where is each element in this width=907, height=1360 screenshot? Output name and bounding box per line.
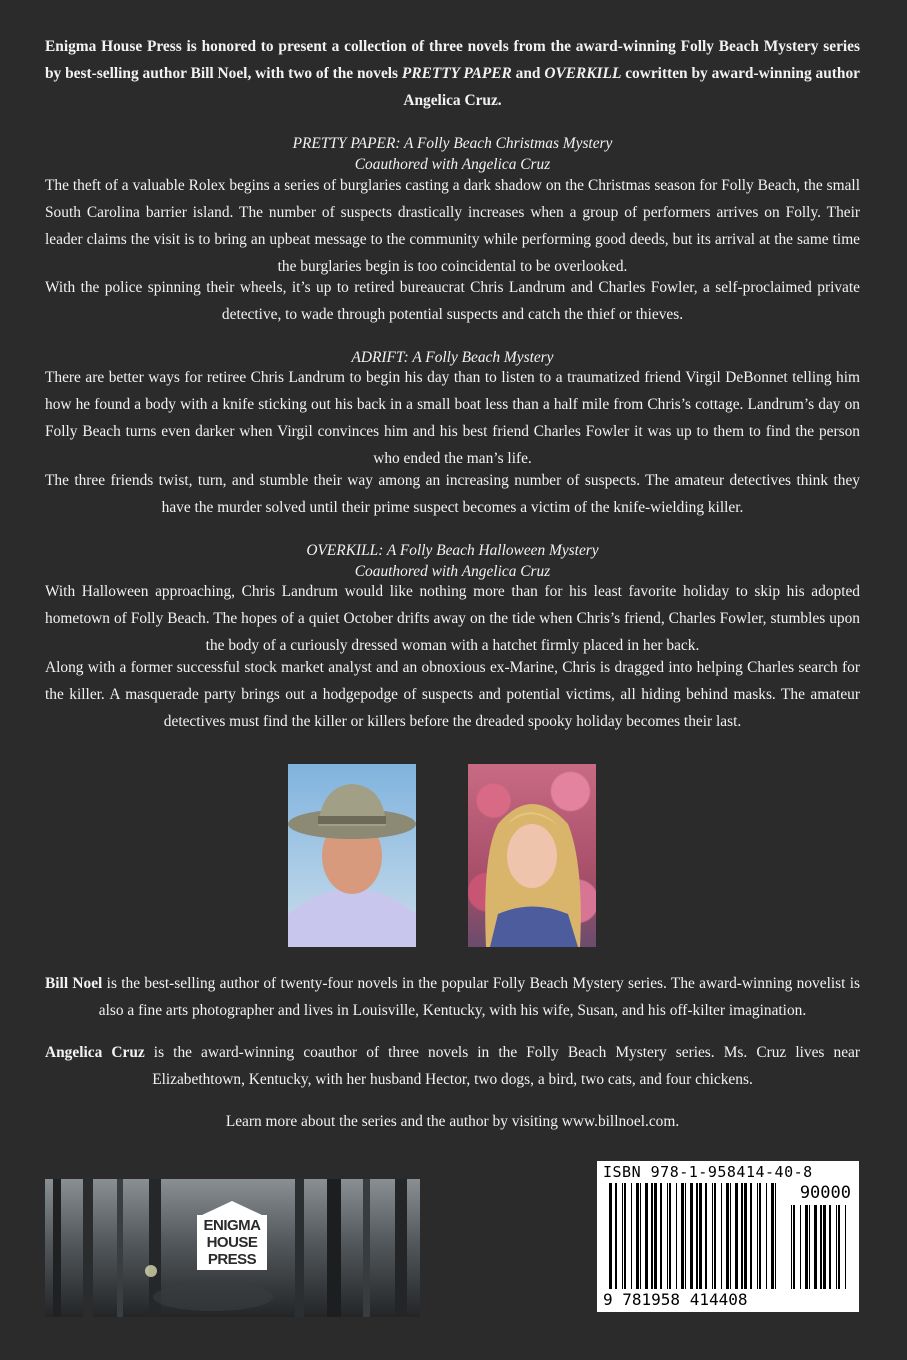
logo-text-press: PRESS bbox=[207, 1251, 257, 1268]
barcode-stripe bbox=[820, 1205, 822, 1289]
barcode-stripe bbox=[805, 1205, 808, 1289]
book1-paragraph1: The theft of a valuable Rolex begins a series of burglaries casting a dark shadow on the Christmas season for Folly Beach, the small South Carolina barrier island. The number of suspects drastically increases when a group of performers arrives on Folly. Their leader claims the visit is to bring an upbeat message to the community while performing good deeds, but its arrival at the same time the burglaries begin is too coincidental to be overlooked. bbox=[45, 177, 860, 275]
barcode-stripe bbox=[681, 1183, 684, 1289]
barcode-stripe bbox=[615, 1183, 617, 1289]
book3-paragraph1: With Halloween approaching, Chris Landrum would like nothing more than for his least favorite holiday to skip his adopted hometown of Folly Beach. The hopes of a quiet October drifts away on the tide when Chris’s friend, Charles Fowler, stumbles upon the body of a curiously dressed woman with a hatchet firmly placed in her back. bbox=[45, 583, 860, 654]
book3-heading: OVERKILL: A Folly Beach Halloween Mystery bbox=[306, 542, 599, 559]
book1-heading: PRETTY PAPER: A Folly Beach Christmas Mystery bbox=[292, 135, 613, 152]
barcode-stripe bbox=[836, 1205, 837, 1289]
book3-coauthor: Coauthored with Angelica Cruz bbox=[354, 563, 551, 580]
barcode-stripe bbox=[726, 1183, 729, 1289]
barcode-stripe bbox=[744, 1183, 747, 1289]
barcode-stripe bbox=[651, 1183, 653, 1289]
price-barcode-bars bbox=[787, 1205, 849, 1289]
barcode-stripe bbox=[730, 1183, 731, 1289]
barcode-stripe bbox=[721, 1183, 722, 1289]
learn-more-text: Learn more about the series and the author by visiting www.billnoel.com. bbox=[225, 1113, 680, 1130]
bill-noel-bio: Bill Noel is the best-selling author of twenty-four novels in the popular Folly Beach Mystery series. The award-winning novelist is also a fine arts photographer and lives in Louisville, Kentucky, with his wife, Susan, and his off-kilter imagination. bbox=[45, 975, 860, 1019]
barcode-stripe bbox=[667, 1183, 668, 1289]
barcode-stripe bbox=[757, 1183, 758, 1289]
barcode-stripe bbox=[809, 1205, 810, 1289]
barcode-stripe bbox=[622, 1183, 623, 1289]
price-code: 90000 bbox=[799, 1183, 851, 1203]
logo-text-enigma: ENIGMA bbox=[203, 1217, 261, 1234]
barcode-stripe bbox=[775, 1183, 776, 1289]
isbn-barcode bbox=[597, 1161, 859, 1312]
barcode-stripe bbox=[750, 1183, 752, 1289]
barcode-stripe bbox=[791, 1205, 792, 1289]
barcode-stripe bbox=[741, 1183, 743, 1289]
barcode-stripe bbox=[823, 1205, 826, 1289]
barcode-stripe bbox=[699, 1183, 702, 1289]
barcode-stripe bbox=[845, 1205, 846, 1289]
intro-paragraph: Enigma House Press is honored to present a collection of three novels from the award-winning Folly Beach Mystery series by best-selling author Bill Noel, with two of the novels PRETTY PAPER and OVERKILL cowritten by award-winning author Angelica Cruz. bbox=[45, 38, 860, 109]
bill-noel-photo bbox=[288, 764, 416, 947]
barcode-stripe bbox=[640, 1183, 641, 1289]
barcode-stripe bbox=[814, 1205, 817, 1289]
logo-text-house: HOUSE bbox=[206, 1234, 258, 1251]
barcode-stripe bbox=[714, 1183, 716, 1289]
barcode-stripe bbox=[660, 1183, 662, 1289]
publisher-logo-panel bbox=[45, 1179, 420, 1317]
barcode-stripe bbox=[685, 1183, 686, 1289]
barcode-stripe bbox=[800, 1205, 801, 1289]
barcode-stripe bbox=[609, 1183, 612, 1289]
barcode-stripe bbox=[636, 1183, 639, 1289]
angelica-cruz-photo bbox=[468, 764, 596, 947]
book2-heading: ADRIFT: A Folly Beach Mystery bbox=[351, 349, 554, 366]
barcode-stripe bbox=[735, 1183, 738, 1289]
barcode-stripe bbox=[766, 1183, 767, 1289]
barcode-stripe bbox=[759, 1183, 761, 1289]
barcode-stripe bbox=[712, 1183, 713, 1289]
barcode-stripe bbox=[690, 1183, 693, 1289]
barcode-stripe bbox=[624, 1183, 626, 1289]
enigma-house-press-logo bbox=[197, 1201, 267, 1270]
barcode-stripe bbox=[838, 1205, 840, 1289]
isbn-label: ISBN 978-1-958414-40-8 bbox=[603, 1163, 813, 1181]
book2-paragraph1: There are better ways for retiree Chris Landrum to begin his day than to listen to a traumatized friend Virgil DeBonnet telling him how he found a body with a knife sticking out his back in a small boat less than a half mile from Chris’s cottage. Landrum’s day on Folly Beach turns even darker when Virgil convinces him and his best friend Charles Fowler it was up to them to find the person who ended the man’s life. bbox=[45, 369, 860, 467]
barcode-stripe bbox=[645, 1183, 648, 1289]
book3-paragraph2: Along with a former successful stock market analyst and an obnoxious ex-Marine, Chris is dragged into helping Charles search for the killer. A masquerade party brings out a hodgepodge of suspects and potential victims, all hiding behind masks. The amateur detectives must find the killer or killers before the dreaded spooky holiday becomes their last. bbox=[45, 659, 860, 730]
book2-paragraph2: The three friends twist, turn, and stumble their way among an increasing number of suspects. The amateur detectives think they have the murder solved until their prime suspect becomes a victim of the knife-wielding killer. bbox=[45, 472, 860, 516]
barcode-bars bbox=[609, 1183, 779, 1289]
barcode-stripe bbox=[631, 1183, 632, 1289]
book1-coauthor: Coauthored with Angelica Cruz bbox=[354, 156, 551, 173]
barcode-stripe bbox=[705, 1183, 707, 1289]
barcode-stripe bbox=[793, 1205, 795, 1289]
barcode-stripe bbox=[696, 1183, 698, 1289]
barcode-stripe bbox=[829, 1205, 831, 1289]
barcode-stripe bbox=[669, 1183, 671, 1289]
ean-digits: 9 781958 414408 bbox=[603, 1290, 748, 1309]
barcode-stripe bbox=[676, 1183, 677, 1289]
book1-paragraph2: With the police spinning their wheels, it’s up to retired bureaucrat Chris Landrum and Charles Fowler, a self-proclaimed private detective, to wade through potential suspects and catch the thief or thieves. bbox=[45, 279, 860, 323]
angelica-cruz-bio: Angelica Cruz is the award-winning coauthor of three novels in the Folly Beach Mystery series. Ms. Cruz lives near Elizabethtown, Kentucky, with her husband Hector, two dogs, a bird, two cats, and four chickens. bbox=[45, 1044, 860, 1088]
barcode-stripe bbox=[654, 1183, 657, 1289]
barcode-stripe bbox=[771, 1183, 774, 1289]
